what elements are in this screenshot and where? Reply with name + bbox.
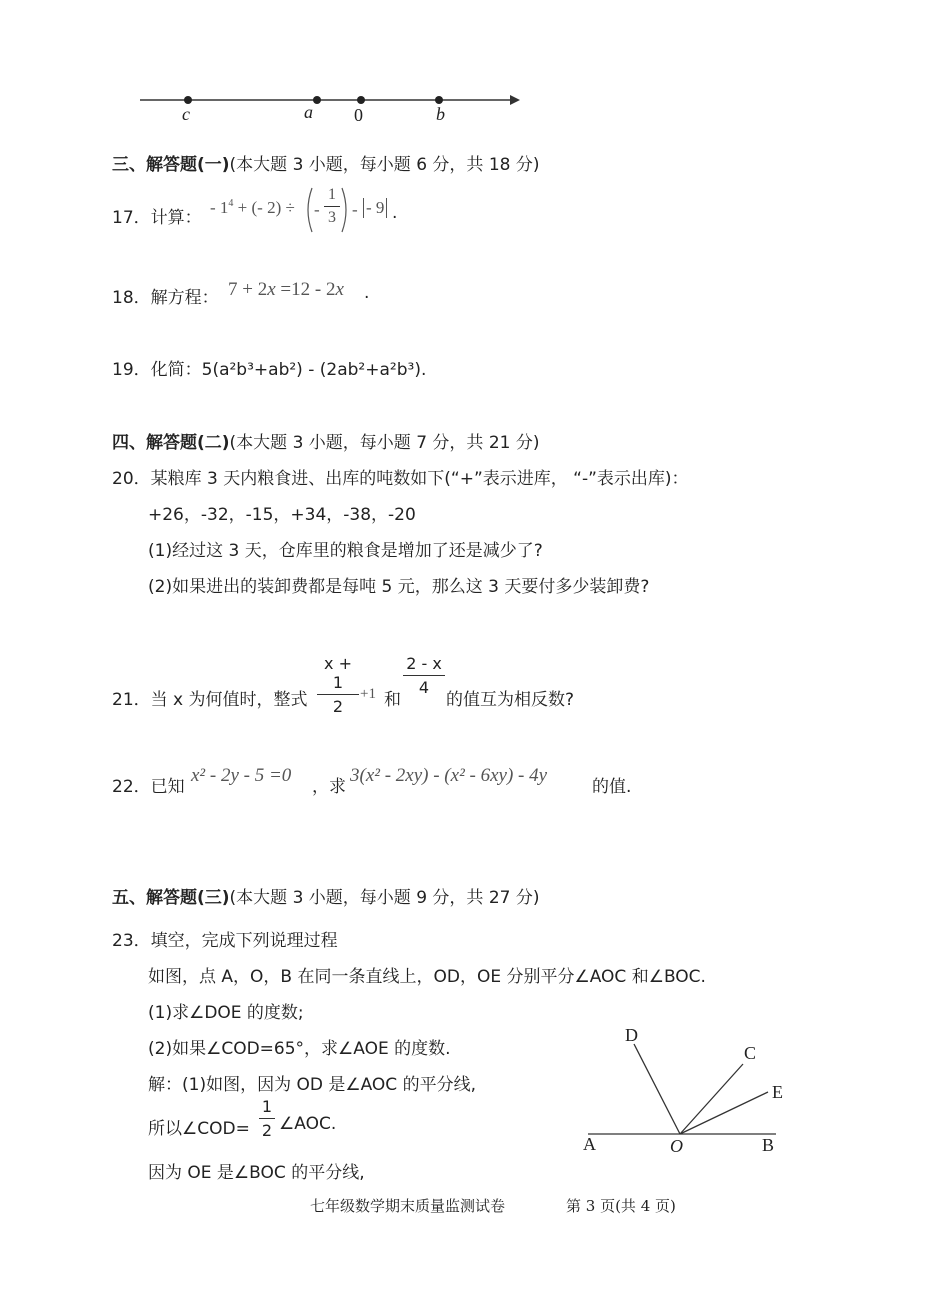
q18-end: . xyxy=(364,283,370,303)
q17-frac-den: 3 xyxy=(328,209,336,226)
q21-frac1-den: 2 xyxy=(332,697,344,716)
point-0 xyxy=(357,96,365,104)
q17-absolute-value: - 9 xyxy=(363,198,387,218)
fig-label-C: C xyxy=(744,1043,757,1063)
q17-left-paren xyxy=(302,186,314,234)
q17-term-a: - 1 xyxy=(210,198,229,217)
q22-expression: 3(x² - 2xy) - (x² - 6xy) - 4y xyxy=(350,765,548,786)
q22-pre: 22．已知 xyxy=(112,777,185,797)
q17-frac-num: 1 xyxy=(328,186,336,203)
q17-term-b: + (- 2) ÷ xyxy=(237,198,295,217)
q20-question: 20．某粮库 3 天内粮食进、出库的吨数如下(“+”表示进库， “-”表示出库)： xyxy=(112,469,689,489)
point-c xyxy=(184,96,192,104)
section-3-heading xyxy=(112,150,540,175)
ray-OC xyxy=(680,1064,743,1134)
q23-solution-line1: 解：(1)如图，因为 OD 是∠AOC 的平分线, xyxy=(148,1075,476,1095)
q18-var-x2: x xyxy=(335,279,344,300)
section-5-title: 五、解答题(三) xyxy=(112,888,230,908)
point-b xyxy=(435,96,443,104)
q21-fraction-2 xyxy=(403,654,445,697)
q21-post: 的值互为相反数? xyxy=(446,690,575,710)
q23-solution-line2-pre: 所以∠COD= xyxy=(148,1119,250,1139)
q21-and: 和 xyxy=(384,690,401,710)
q18-rhs: =12 - 2 xyxy=(275,279,336,300)
fig-label-A: A xyxy=(583,1134,596,1154)
fig-label-E: E xyxy=(772,1082,783,1102)
section-3-desc: (本大题 3 小题，每小题 6 分，共 18 分) xyxy=(229,155,540,175)
q20-data: +26，-32，-15，+34，-38，-20 xyxy=(148,505,416,525)
q17-exponent: 4 xyxy=(228,198,234,209)
q21-pre: 21．当 x 为何值时，整式 xyxy=(112,690,308,710)
fig-label-O: O xyxy=(670,1136,683,1156)
q18-var-x1: x xyxy=(267,279,276,300)
label-0: 0 xyxy=(354,105,363,125)
q17-expr xyxy=(210,198,295,218)
q23-description: 如图，点 A，O，B 在同一条直线上，OD，OE 分别平分∠AOC 和∠BOC. xyxy=(148,967,706,987)
number-line xyxy=(130,85,530,130)
q23-half-den: 2 xyxy=(261,1121,273,1140)
q18-lhs: 7 + 2 xyxy=(228,279,268,300)
q21-frac2-den: 4 xyxy=(418,678,430,697)
ray-OE xyxy=(680,1092,768,1134)
q17-minus: - xyxy=(352,200,358,219)
q23-part2: (2)如果∠COD=65°，求∠AOE 的度数. xyxy=(148,1039,451,1059)
q23-half-fraction xyxy=(259,1097,275,1140)
fig-label-D: D xyxy=(625,1025,638,1045)
label-a: a xyxy=(304,102,313,122)
q20-part2: (2)如果进出的装卸费都是每吨 5 元，那么这 3 天要付多少装卸费? xyxy=(148,577,650,597)
point-a xyxy=(313,96,321,104)
q17-paren-minus: - xyxy=(314,200,320,219)
q22-post: 的值. xyxy=(592,777,632,797)
q17-end: . xyxy=(392,203,398,223)
q22-condition: x² - 2y - 5 =0 xyxy=(191,765,292,786)
footer-title: 七年级数学期末质量监测试卷 xyxy=(310,1197,506,1215)
q23-solution-line3: 因为 OE 是∠BOC 的平分线, xyxy=(148,1163,365,1183)
fig-label-B: B xyxy=(762,1135,775,1155)
q21-frac2-num: 2 - x xyxy=(406,654,442,673)
section-5-desc: (本大题 3 小题，每小题 9 分，共 27 分) xyxy=(229,888,540,908)
q17-fraction xyxy=(324,186,340,227)
q23-part1: (1)求∠DOE 的度数; xyxy=(148,1003,304,1023)
q20-part1: (1)经过这 3 天，仓库里的粮食是增加了还是减少了? xyxy=(148,541,543,561)
angle-figure xyxy=(580,1030,790,1160)
q18-label: 18．解方程： xyxy=(112,288,219,308)
q23-half-num: 1 xyxy=(261,1097,273,1116)
footer-page: 第 3 页(共 4 页) xyxy=(566,1197,676,1215)
q23-question: 23．填空，完成下列说理过程 xyxy=(112,931,338,951)
number-line-arrow-icon xyxy=(510,95,520,105)
section-4-heading xyxy=(112,428,540,453)
q22-mid: ，求 xyxy=(312,777,346,797)
section-5-heading xyxy=(112,883,540,908)
q21-frac1-num: x + 1 xyxy=(324,654,352,692)
q21-fraction-1 xyxy=(317,654,359,716)
label-b: b xyxy=(436,104,445,124)
q23-solution-line2-post: ∠AOC. xyxy=(279,1114,337,1134)
q18-equation xyxy=(228,279,344,301)
q17-label: 17．计算： xyxy=(112,208,202,228)
section-4-desc: (本大题 3 小题，每小题 7 分，共 21 分) xyxy=(229,433,540,453)
ray-OD xyxy=(634,1044,680,1134)
q17-right-paren xyxy=(340,186,352,234)
q19-text: 19．化简：5(a²b³+ab²) - (2ab²+a²b³). xyxy=(112,360,427,380)
label-c: c xyxy=(182,104,190,124)
section-4-title: 四、解答题(二) xyxy=(112,433,230,453)
section-3-title: 三、解答题(一) xyxy=(112,155,230,175)
q21-plus-one: +1 xyxy=(360,686,376,702)
